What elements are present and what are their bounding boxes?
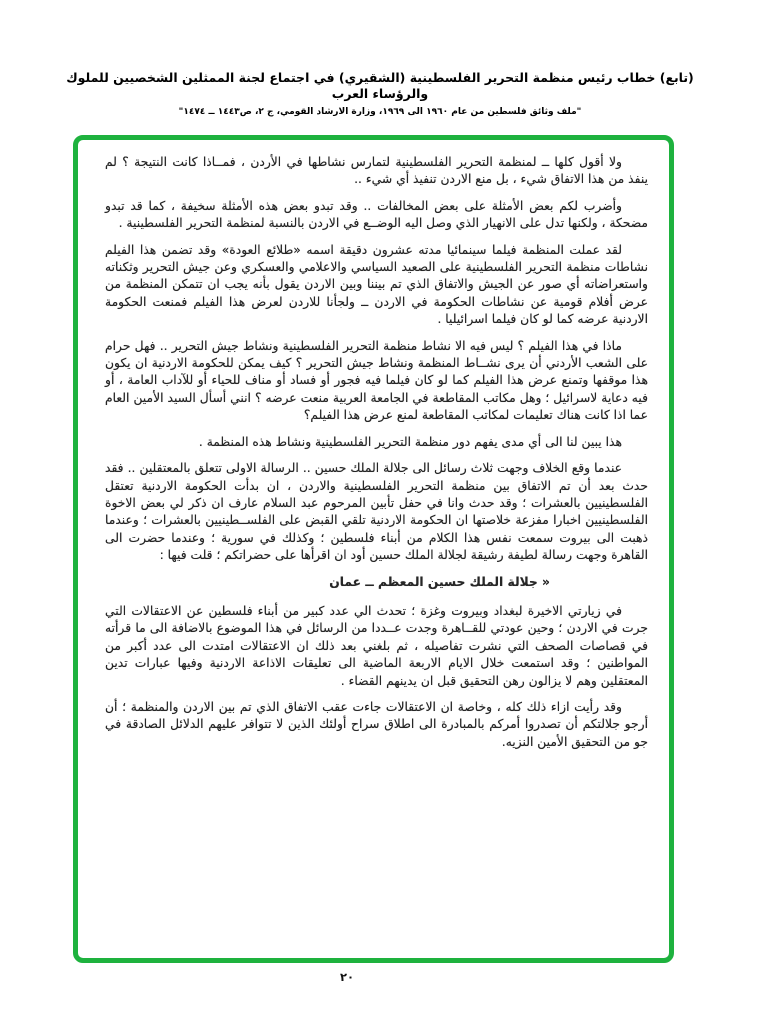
paragraph: في زيارتي الاخيرة لبغداد وبيروت وغزة ؛ تحدث الي عدد كبير من أبناء فلسطين عن الاعتقالات التي جرت في الاردن ؛ وحين عودتي للقــاهرة وجدت عــددا من الرسائل في هذا الموضوع بالاضافة الى ما قرأته في قصاصات الصحف التي نشرت تفاصيله ، ثم بلغني بعد ذلك ان الاعتقالات امتدت الى عدد أكبر من المواطنين ؛ وقد استمعت خلال الايام الاربعة الماضية الى تعليقات الاذاعة الاردنية وفيها عبارات تدين المعتقلين وهم لا يزالون رهن التحقيق قبل ان يدينهم القضاء . (105, 603, 648, 688)
document-title: (تابع) خطاب رئيس منظمة التحرير الفلسطينية (الشقيري) في اجتماع لجنة الممثلين الشخصيين للملوك والرؤساء العرب (66, 70, 694, 101)
paragraph: لقد عملت المنظمة فيلما سينمائيا مدته عشرون دقيقة اسمه «طلائع العودة» وقد تضمن هذا الفيلم نشاطات منظمة التحرير الفلسطينية على الصعيد السياسي والاعلامي والعسكري وعن جيش التحرير وثكناته واستعراضاته أي صور عن الجيش والاتفاق الذي تم بيننا وبين الاردن يقول بأنه يجب ان تتمكن المنظمة من عرض أفلام قومية عن نشاطات الحكومة في الاردن ــ ولجأنا للاردن لعرض هذا الفيلم فمنعت الحكومة الاردنية عرضه كما لو كان فيلما اسرائيليا . (105, 242, 648, 327)
page-number: ٢٠ (340, 970, 355, 984)
paragraph: وقد رأيت ازاء ذلك كله ، وخاصة ان الاعتقالات جاءت عقب الاتفاق الذي تم بين الاردن والمنظمة ؛ أن أرجو جلالتكم أن تصدروا أمركم بالمبادرة الى اطلاق سراح أولئك الذين لا تتوافر عليهم الدلائل الصادقة في جو من التحقيق الأمين النزيه. (105, 699, 648, 749)
green-highlight-frame (73, 135, 674, 963)
document-source-citation: "ملف وثائق فلسطين من عام ١٩٦٠ الى ١٩٦٩، وزارة الارشاد القومي، ج ٢، ص١٤٤٣ ــ ١٤٧٤" (178, 107, 582, 117)
royal-salutation-line: « جلالة الملك حسين المعظم ــ عمان (329, 574, 550, 589)
paragraph: عندما وقع الخلاف وجهت ثلاث رسائل الى جلالة الملك حسين .. الرسالة الاولى تتعلق بالمعتقلين .. فقد حدث بعد أن تم الاتفاق بين منظمة التحرير الفلسطينية والاردن ، ان بدأت الحكومة الاردنية تعتقل الفلسطينيين بالعشرات ؛ وقد حدث وانا في حفل تأبين المرحوم عبد السلام عارف ان ذكر لي بعض الاخوة الفلسطينيين اخبارا مفزعة خلاصتها ان الحكومة الاردنية تلقي القبض على الفلســطينيين بالعشرات ؛ وعندما ذهبت الى بيروت سمعت نفس هذا الكلام من أبناء فلسطين ؛ وكذلك في سورية ؛ وعندما حضرت الى القاهرة وجهت رسالة لطيفة رشيقة لجلالة الملك حسين أود ان اقرأها على حضراتكم ؛ قلت فيها : (105, 461, 648, 563)
paragraph: وأضرب لكم بعض الأمثلة على بعض المخالفات .. وقد تبدو بعض هذه الأمثلة سخيفة ، كما قد تبدو مضحكة ، ولكنها تدل على الانهيار الذي وصل اليه الوضــع في الاردن بالنسبة لمنظمة التحرير الفلسطينية . (105, 198, 648, 231)
document-header (0, 70, 760, 118)
paragraph: ولا أقول كلها ــ لمنظمة التحرير الفلسطينية لتمارس نشاطها في الأردن ، فمــاذا كانت النتيجة ؟ لم ينفذ من هذا الاتفاق شيء ، بل منع الاردن تنفيذ أي شيء .. (105, 155, 648, 187)
paragraph: هذا يبين لنا الى أي مدى يفهم دور منظمة التحرير الفلسطينية ونشاط هذه المنظمة . (198, 434, 622, 449)
paragraph: ماذا في هذا الفيلم ؟ ليس فيه الا نشاط منظمة التحرير الفلسطينية ونشاط جيش التحرير .. فهل حرام على الشعب الأردني أن يرى نشــاط المنظمة ونشاط جيش التحرير ؟ كيف يمكن للحكومة الاردنية ان يكون هذا موقفها وتمنع عرض هذا الفيلم كما لو كان فيلما فيه فجور أو فساد أو مناف للحياء أو للآداب العامة ، أو فيه دعاية لاسرائيل ؛ وهل مكاتب المقاطعة في الجامعة العربية منعت عرضه ؟ انني أسأل السيد الأمين العام عما اذا كانت هناك تعليمات لمكاتب المقاطعة لمنع عرض هذا الفيلم؟ (105, 338, 648, 423)
document-body-text (105, 154, 648, 760)
